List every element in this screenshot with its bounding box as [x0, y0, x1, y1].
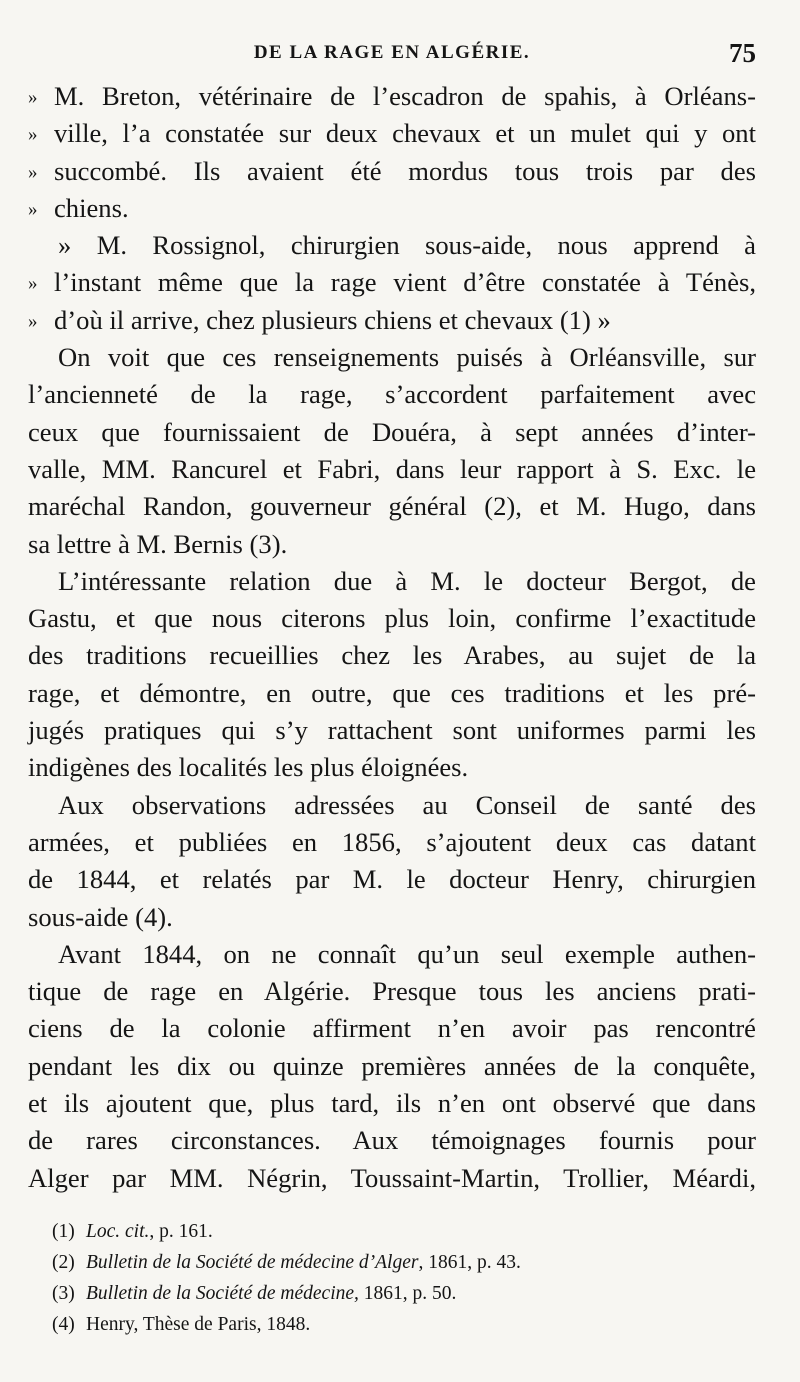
text-line	[28, 973, 756, 1010]
text-line	[28, 936, 756, 973]
footnote-reference: , p. 161.	[149, 1221, 213, 1242]
footnotes	[52, 1216, 756, 1340]
footnote-number: (3)	[52, 1283, 75, 1304]
quote-mark: »	[28, 124, 38, 146]
text-line	[28, 1010, 756, 1047]
text-line	[28, 749, 756, 786]
line-text: succombé. Ils avaient été mordus tous trois par des	[54, 155, 756, 186]
text-line	[28, 451, 756, 488]
line-text: Alger par MM. Négrin, Toussaint-Martin, Trollier, Méardi,	[28, 1162, 756, 1193]
line-text: ciens de la colonie affirment n’en avoir pas rencontré	[28, 1013, 756, 1044]
text-line	[28, 637, 756, 674]
text-line	[28, 1085, 756, 1122]
text-line	[28, 899, 756, 936]
line-text: chiens.	[54, 192, 129, 223]
footnote-source-title: Bulletin de la Société de médecine,	[86, 1283, 359, 1304]
line-text: tique de rage en Algérie. Presque tous les anciens prati-	[28, 976, 756, 1007]
body-text	[28, 78, 756, 1197]
footnote	[52, 1247, 756, 1278]
text-line	[28, 1048, 756, 1085]
footnote-number: (2)	[52, 1252, 75, 1273]
line-text: indigènes des localités les plus éloignées.	[28, 752, 469, 783]
text-line	[28, 787, 756, 824]
quote-mark: »	[28, 161, 38, 183]
text-line	[28, 600, 756, 637]
text-line	[28, 153, 756, 190]
footnote	[52, 1309, 756, 1340]
text-line	[28, 78, 756, 115]
line-text: l’instant même que la rage vient d’être constatée à Ténès,	[54, 267, 756, 298]
quote-mark: »	[28, 87, 38, 108]
line-text: de 1844, et relatés par M. le docteur Henry, chirurgien	[28, 864, 756, 895]
text-line	[28, 190, 756, 227]
running-head	[28, 38, 756, 72]
text-line	[28, 563, 756, 600]
line-text: » M. Rossignol, chirurgien sous-aide, nous apprend à	[58, 230, 756, 261]
line-text: sa lettre à M. Bernis (3).	[28, 528, 288, 559]
quote-mark: »	[28, 198, 38, 220]
line-text: sous-aide (4).	[28, 901, 173, 932]
line-text: ville, l’a constatée sur deux chevaux et un mulet qui y ont	[54, 118, 756, 149]
line-text: On voit que ces renseignements puisés à Orléansville, sur	[58, 342, 756, 373]
footnote	[52, 1278, 756, 1309]
line-text: pendant les dix ou quinze premières années de la conquête,	[28, 1050, 756, 1081]
footnote-number: (4)	[52, 1314, 75, 1335]
line-text: jugés pratiques qui s’y rattachent sont uniformes parmi les	[28, 715, 756, 746]
text-line	[28, 488, 756, 525]
line-text: ceux que fournissaient de Douéra, à sept années d’inter-	[28, 416, 756, 447]
line-text: d’où il arrive, chez plusieurs chiens et chevaux (1) »	[54, 304, 611, 335]
line-text: M. Breton, vétérinaire de l’escadron de spahis, à Orléans-	[54, 81, 756, 111]
text-line	[28, 824, 756, 861]
text-line	[28, 861, 756, 898]
footnote-number: (1)	[52, 1221, 75, 1242]
line-text: Avant 1844, on ne connaît qu’un seul exemple authen-	[58, 938, 756, 969]
text-line	[28, 302, 756, 339]
text-line	[28, 712, 756, 749]
quote-mark: »	[28, 273, 38, 295]
text-line	[28, 115, 756, 152]
text-line	[28, 414, 756, 451]
text-line	[28, 376, 756, 413]
footnote-source-title: Bulletin de la Société de médecine d’Alger	[86, 1252, 419, 1273]
footnote-reference: , 1861, p. 43.	[418, 1252, 521, 1273]
line-text: et ils ajoutent que, plus tard, ils n’en ont observé que dans	[28, 1088, 756, 1119]
text-line	[28, 1122, 756, 1159]
line-text: l’ancienneté de la rage, s’accordent parfaitement avec	[28, 379, 756, 410]
line-text: armées, et publiées en 1856, s’ajoutent deux cas datant	[28, 826, 756, 857]
footnote	[52, 1216, 756, 1247]
footnote-reference: 1861, p. 50.	[358, 1283, 457, 1304]
text-line	[28, 264, 756, 301]
running-title: DE LA RAGE EN ALGÉRIE.	[253, 42, 531, 63]
line-text: maréchal Randon, gouverneur général (2), et M. Hugo, dans	[28, 491, 756, 522]
text-line	[28, 526, 756, 563]
line-text: rage, et démontre, en outre, que ces traditions et les pré-	[28, 677, 756, 708]
text-line	[28, 1160, 756, 1197]
text-line	[28, 675, 756, 712]
line-text: valle, MM. Rancurel et Fabri, dans leur rapport à S. Exc. le	[28, 453, 756, 484]
quote-mark: »	[28, 310, 38, 332]
footnote-reference: Henry, Thèse de Paris, 1848.	[86, 1314, 311, 1335]
line-text: des traditions recueillies chez les Arabes, au sujet de la	[28, 640, 756, 671]
footnote-source-title: Loc. cit.	[86, 1221, 150, 1242]
line-text: Gastu, et que nous citerons plus loin, confirme l’exactitude	[28, 603, 756, 634]
line-text: de rares circonstances. Aux témoignages fournis pour	[28, 1125, 756, 1156]
text-line	[28, 227, 756, 264]
line-text: Aux observations adressées au Conseil de santé des	[58, 789, 756, 820]
text-line	[28, 339, 756, 376]
line-text: L’intéressante relation due à M. le docteur Bergot, de	[58, 565, 756, 596]
page-number: 75	[729, 38, 756, 68]
